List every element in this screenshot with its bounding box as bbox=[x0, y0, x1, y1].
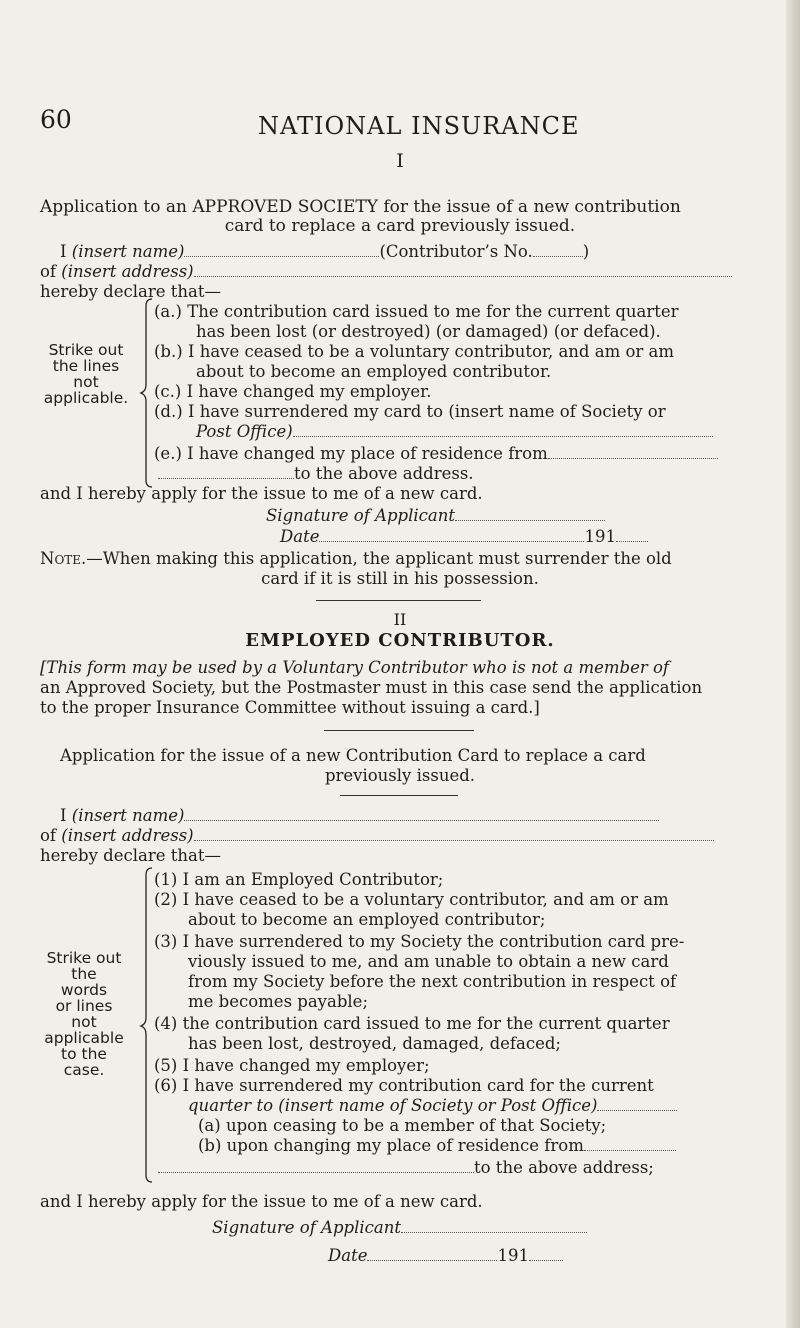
running-title: NATIONAL INSURANCE bbox=[258, 112, 580, 140]
form2-item-mark: (3) bbox=[154, 932, 178, 951]
form2-address-label: of bbox=[40, 826, 57, 845]
form2-item-3-cont-2: from my Society before the next contribution in respect of bbox=[188, 972, 677, 991]
form2-item-3 bbox=[154, 932, 684, 952]
form2-item-6b-cont bbox=[158, 1158, 654, 1178]
form2-declare: hereby declare that— bbox=[40, 846, 221, 865]
form2-signature-line bbox=[212, 1218, 587, 1238]
form2-item-4-cont: has been lost, destroyed, damaged, defaced; bbox=[188, 1034, 561, 1053]
form1-contrib-no-close: ) bbox=[582, 242, 590, 261]
form2-item-text: I have changed my employer; bbox=[182, 1056, 430, 1075]
form1-item-text: The contribution card issued to me for the current quarter bbox=[187, 302, 679, 321]
form2-item-6a: (a) upon ceasing to be a member of that Society; bbox=[198, 1116, 607, 1135]
form1-side-note-line: not bbox=[73, 373, 99, 391]
form2-bracket-1: [This form may be used by a Voluntary Contributor who is not a member of bbox=[40, 658, 670, 677]
form1-item-mark: (a.) bbox=[154, 302, 182, 321]
form2-side-note-line: applicable bbox=[44, 1029, 124, 1047]
form1-side-note bbox=[36, 342, 136, 406]
form2-year-field[interactable] bbox=[529, 1246, 563, 1261]
form2-residence-field-2[interactable] bbox=[158, 1158, 474, 1173]
page-number: 60 bbox=[40, 105, 72, 134]
form1-declare: hereby declare that— bbox=[40, 282, 221, 301]
form1-number: I bbox=[396, 150, 404, 172]
form2-item-3-cont-3: me becomes payable; bbox=[188, 992, 369, 1011]
form2-date-label: Date bbox=[328, 1246, 368, 1265]
form2-name-insert: (insert name) bbox=[71, 806, 185, 825]
form1-apply: and I hereby apply for the issue to me of a new card. bbox=[40, 484, 483, 503]
form1-name-insert: (insert name) bbox=[71, 242, 185, 261]
form1-intro-1: Application to an APPROVED SOCIETY for the issue of a new contribution bbox=[40, 197, 681, 217]
form2-address-insert: (insert address) bbox=[61, 826, 194, 845]
form2-item-text: (b) upon changing my place of residence from bbox=[198, 1136, 584, 1155]
form1-name-line bbox=[60, 242, 589, 262]
form2-bracket-3: to the proper Insurance Committee without issuing a card.] bbox=[40, 698, 540, 717]
form1-address-insert: (insert address) bbox=[61, 262, 194, 281]
form1-note-2: card if it is still in his possession. bbox=[261, 569, 539, 588]
form1-item-a bbox=[154, 302, 679, 322]
form2-year: 191 bbox=[497, 1246, 529, 1265]
form2-name-line bbox=[60, 806, 659, 826]
form2-item-text: the contribution card issued to me for the current quarter bbox=[182, 1014, 670, 1033]
form2-side-note bbox=[34, 950, 134, 1078]
form1-side-note-line: the lines bbox=[52, 357, 120, 375]
form2-date-field[interactable] bbox=[367, 1246, 497, 1261]
form1-item-text: I have changed my place of residence from bbox=[187, 444, 548, 463]
form1-item-d bbox=[154, 402, 666, 422]
form1-address-label: of bbox=[40, 262, 57, 281]
form1-note-text: —When making this application, the applicant must surrender the old bbox=[86, 549, 672, 568]
form2-residence-field[interactable] bbox=[584, 1136, 676, 1151]
form2-name-field[interactable] bbox=[184, 806, 659, 821]
form2-divider bbox=[324, 730, 474, 731]
form2-item-text: to the above address; bbox=[474, 1158, 654, 1177]
form2-item-text: I have surrendered to my Society the contribution card pre- bbox=[182, 932, 685, 951]
form1-side-note-line: Strike out bbox=[48, 341, 124, 359]
form2-divider-2 bbox=[340, 795, 458, 796]
form2-item-1 bbox=[154, 870, 443, 890]
form2-item-2-cont: about to become an employed contributor; bbox=[188, 910, 546, 929]
form2-number: II bbox=[393, 610, 407, 629]
form1-item-text: I have changed my employer. bbox=[186, 382, 432, 401]
form2-side-note-line: case. bbox=[63, 1061, 105, 1079]
form2-item-text: I have ceased to be a voluntary contributor, and am or am bbox=[182, 890, 669, 909]
form1-residence-field[interactable] bbox=[548, 444, 718, 459]
form2-item-mark: (2) bbox=[154, 890, 178, 909]
form1-signature-field[interactable] bbox=[455, 506, 605, 521]
form1-name-label: I bbox=[60, 242, 67, 261]
form2-address-line bbox=[40, 826, 714, 846]
form2-item-3-cont-1: viously issued to me, and am unable to obtain a new card bbox=[188, 952, 669, 971]
form2-society-field[interactable] bbox=[597, 1096, 677, 1111]
form2-address-field[interactable] bbox=[194, 826, 714, 841]
form1-item-b-cont: about to become an employed contributor. bbox=[196, 362, 552, 381]
form2-side-note-line: words bbox=[60, 981, 108, 999]
form1-year-field[interactable] bbox=[616, 527, 648, 542]
form2-item-6-cont bbox=[188, 1096, 677, 1116]
form1-item-mark: (b.) bbox=[154, 342, 183, 361]
form1-item-a-cont: has been lost (or destroyed) (or damaged) (or defaced). bbox=[196, 322, 661, 341]
form2-item-6 bbox=[154, 1076, 654, 1096]
form1-item-e-cont bbox=[158, 464, 474, 484]
form1-item-d-cont bbox=[196, 422, 713, 442]
form2-bracket-2: an Approved Society, but the Postmaster must in this case send the application bbox=[40, 678, 703, 697]
form2-app-1: Application for the issue of a new Contribution Card to replace a card bbox=[60, 746, 646, 765]
form1-note-head: Note. bbox=[40, 549, 87, 568]
form1-contrib-no-field[interactable] bbox=[533, 242, 583, 257]
form1-address-field[interactable] bbox=[194, 262, 732, 277]
form2-signature-label: Signature of Applicant bbox=[212, 1218, 401, 1237]
form1-side-note-line: applicable. bbox=[43, 389, 129, 407]
form2-apply: and I hereby apply for the issue to me of a new card. bbox=[40, 1192, 483, 1211]
form1-item-e bbox=[154, 444, 718, 464]
form2-name-label: I bbox=[60, 806, 67, 825]
form2-date-line bbox=[328, 1246, 563, 1266]
form2-item-mark: (4) bbox=[154, 1014, 178, 1033]
form1-item-text: Post Office) bbox=[196, 422, 293, 441]
form1-item-text: I have ceased to be a voluntary contributor, and am or am bbox=[187, 342, 675, 361]
form2-app-2: previously issued. bbox=[324, 766, 476, 785]
form2-side-note-line: the bbox=[71, 965, 97, 983]
form2-item-mark: (6) bbox=[154, 1076, 178, 1095]
form2-item-2 bbox=[154, 890, 669, 910]
form2-item-text: I have surrendered my contribution card for the current bbox=[182, 1076, 654, 1095]
form1-item-mark: (c.) bbox=[154, 382, 182, 401]
form1-item-text: I have surrendered my card to (insert name of Society or bbox=[187, 402, 666, 421]
form2-side-note-line: to the bbox=[61, 1045, 107, 1063]
form2-side-note-line: Strike out bbox=[46, 949, 122, 967]
form1-item-mark: (d.) bbox=[154, 402, 183, 421]
form2-side-note-line: not bbox=[71, 1013, 97, 1031]
section-divider bbox=[316, 600, 481, 601]
form1-item-c bbox=[154, 382, 431, 402]
form1-date-field[interactable] bbox=[319, 527, 584, 542]
form1-signature-line bbox=[266, 506, 605, 526]
form1-intro-2: card to replace a card previously issued. bbox=[224, 216, 576, 236]
form2-side-note-line: or lines bbox=[55, 997, 113, 1015]
form1-item-b bbox=[154, 342, 674, 362]
form1-residence-field-2[interactable] bbox=[158, 464, 294, 479]
form1-date-label: Date bbox=[280, 527, 320, 546]
form1-date-line bbox=[280, 527, 648, 547]
form2-signature-field[interactable] bbox=[401, 1218, 587, 1233]
form1-item-mark: (e.) bbox=[154, 444, 182, 463]
form2-item-text: I am an Employed Contributor; bbox=[182, 870, 444, 889]
form1-item-text: to the above address. bbox=[294, 464, 474, 483]
form1-society-field[interactable] bbox=[293, 422, 713, 437]
form1-name-field[interactable] bbox=[184, 242, 379, 257]
form1-contrib-no-label: (Contributor’s No. bbox=[379, 242, 533, 261]
form2-item-4 bbox=[154, 1014, 670, 1034]
form1-note bbox=[40, 549, 672, 569]
form2-item-mark: (1) bbox=[154, 870, 178, 889]
form1-address-line bbox=[40, 262, 732, 282]
form2-item-mark: (5) bbox=[154, 1056, 178, 1075]
form2-item-5 bbox=[154, 1056, 430, 1076]
form2-item-6b bbox=[198, 1136, 676, 1156]
page-gutter-shadow bbox=[786, 0, 800, 1328]
form2-item-text: quarter to (insert name of Society or Post Office) bbox=[188, 1096, 598, 1115]
form2-heading: EMPLOYED CONTRIBUTOR. bbox=[245, 630, 555, 651]
form1-signature-label: Signature of Applicant bbox=[266, 506, 455, 525]
form1-year: 191 bbox=[584, 527, 616, 546]
